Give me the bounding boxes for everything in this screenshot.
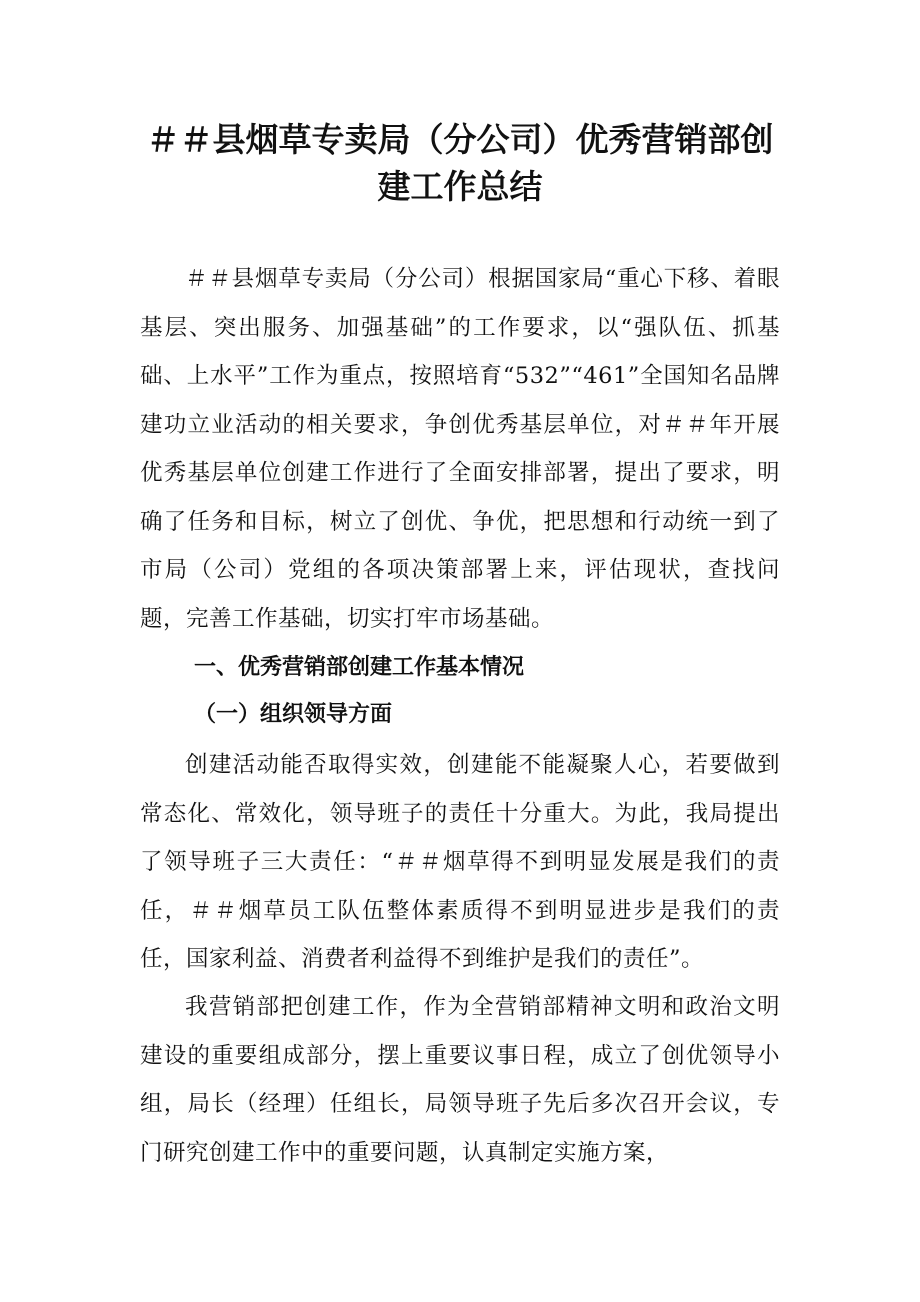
marketing-paragraph: 我营销部把创建工作，作为全营销部精神文明和政治文明建设的重要组成部分，摆上重要议事日程，成立了创优领导小组，局长（经理）任组长，局领导班子先后多次召开会议，专门研究创建工作中的重要问题，认真制定实施方案， (140, 994, 780, 1166)
document-title-line-1: ＃＃县烟草专卖局（分公司）优秀营销部创 (146, 120, 774, 159)
leadership-paragraph: 创建活动能否取得实效，创建能不能凝聚人心，若要做到常态化、常效化，领导班子的责任十分重大。为此，我局提出了领导班子三大责任：“＃＃烟草得不到明显发展是我们的责任，＃＃烟草员工队伍整体素质得不到明显进步是我们的责任，国家利益、消费者利益得不到维护是我们的责任”。 (140, 752, 780, 972)
section-heading-1: 一、优秀营销部创建工作基本情况 (194, 655, 525, 680)
document-title-line-2: 建工作总结 (377, 167, 543, 206)
intro-paragraph: ＃＃县烟草专卖局（分公司）根据国家局“重心下移、着眼基层、突出服务、加强基础”的工作要求，以“强队伍、抓基础、上水平”工作为重点，按照培育“532”“461”全国知名品牌建功立业活动的相关要求，争创优秀基层单位，对＃＃年开展优秀基层单位创建工作进行了全面安排部署，提出了要求，明确了任务和目标，树立了创优、争优，把思想和行动统一到了市局（公司）党组的各项决策部署上来，评估现状，查找问题，完善工作基础，切实打牢市场基础。 (140, 266, 780, 632)
subsection-heading-1: （一）组织领导方面 (194, 702, 393, 727)
